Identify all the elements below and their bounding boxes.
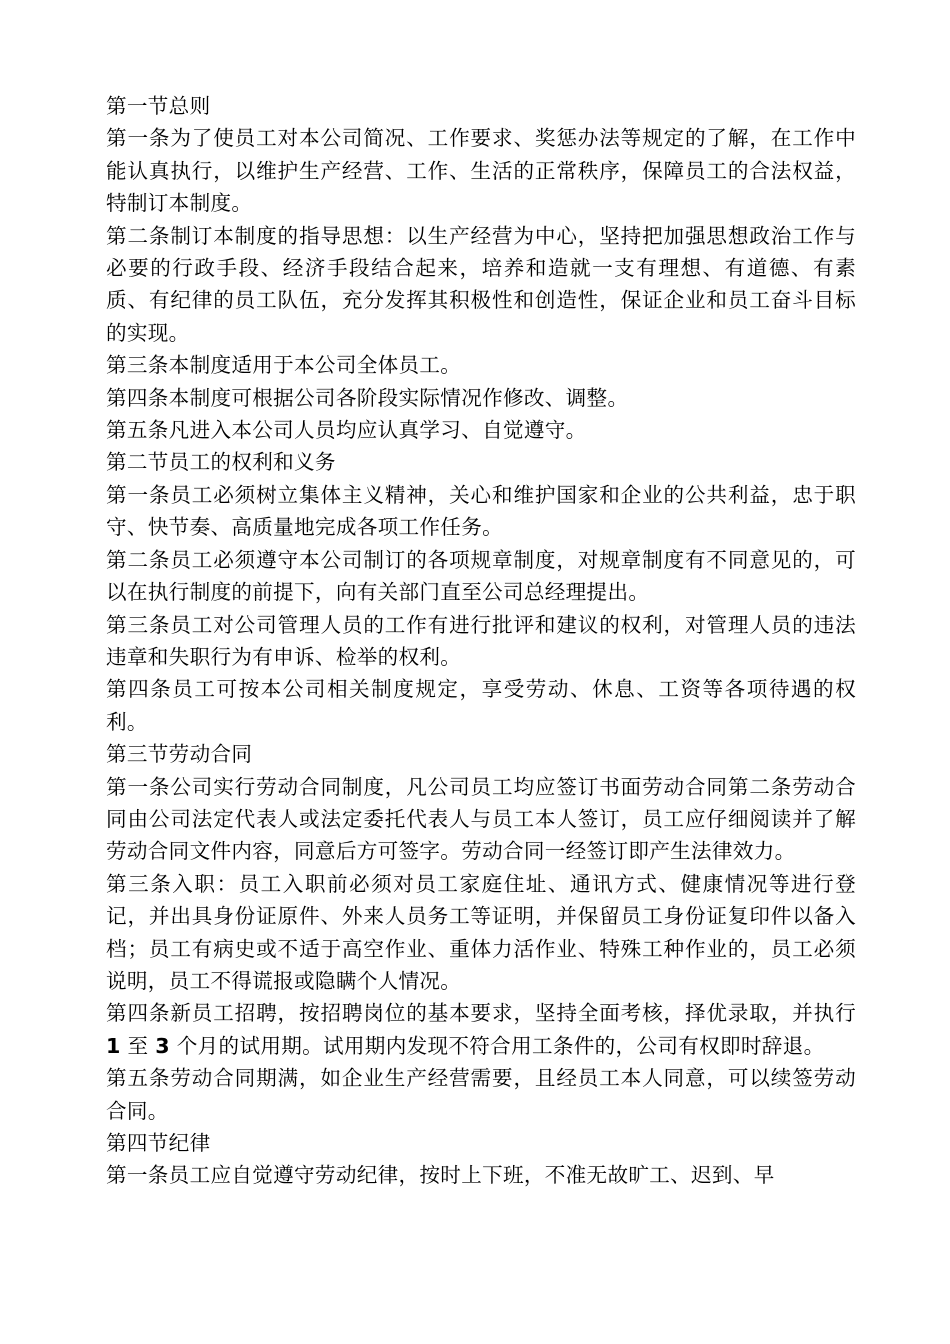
probation-min-months: 1 — [106, 1033, 121, 1058]
article-paragraph: 第五条劳动合同期满，如企业生产经营需要，且经员工本人同意，可以续签劳动合同。 — [106, 1066, 856, 1123]
probation-prefix: 第四条新员工招聘，按招聘岗位的基本要求，坚持全面考核，择优录取，并执行 — [106, 1001, 856, 1026]
section-heading: 第一节总则 — [106, 94, 211, 118]
article-paragraph: 第五条凡进入本公司人员均应认真学习、自觉遵守。 — [106, 418, 587, 443]
article-paragraph: 第三条员工对公司管理人员的工作有进行批评和建议的权利，对管理人员的违法违章和失职行为有申诉、检举的权利。 — [106, 612, 856, 669]
article-paragraph: 第一条员工必须树立集体主义精神，关心和维护国家和企业的公共利益，忠于职守、快节奏、高质量地完成各项工作任务。 — [106, 482, 856, 540]
article-paragraph: 第二条员工必须遵守本公司制订的各项规章制度，对规章制度有不同意见的，可以在执行制度的前提下，向有关部门直至公司总经理提出。 — [106, 547, 856, 605]
article-paragraph: 第一条公司实行劳动合同制度，凡公司员工均应签订书面劳动合同第二条劳动合同由公司法定代表人或法定委托代表人与员工本人签订，员工应仔细阅读并了解劳动合同文件内容，同意后方可签字。劳动合同一经签订即产生法律效力。 — [106, 774, 856, 864]
probation-suffix: 个月的试用期。试用期内发现不符合用工条件的，公司有权即时辞退。 — [176, 1033, 825, 1058]
section-heading: 第三节劳动合同 — [106, 742, 253, 767]
probation-max-months: 3 — [155, 1033, 170, 1058]
article-paragraph: 第二条制订本制度的指导思想：以生产经营为中心，坚持把加强思想政治工作与必要的行政手段、经济手段结合起来，培养和造就一支有理想、有道德、有素质、有纪律的员工队伍，充分发挥其积极性和创造性，保证企业和员工奋斗目标的实现。 — [106, 223, 856, 345]
article-paragraph: 第四条本制度可根据公司各阶段实际情况作修改、调整。 — [106, 385, 629, 410]
probation-connector: 至 — [127, 1033, 149, 1058]
section-heading: 第二节员工的权利和义务 — [106, 450, 336, 475]
section-heading: 第四节纪律 — [106, 1131, 211, 1155]
article-paragraph: 第三条本制度适用于本公司全体员工。 — [106, 353, 462, 378]
article-paragraph: 第四条员工可按本公司相关制度规定，享受劳动、休息、工资等各项待遇的权利。 — [106, 677, 856, 734]
article-paragraph: 第三条入职：员工入职前必须对员工家庭住址、通讯方式、健康情况等进行登记，并出具身份证原件、外来人员务工等证明，并保留员工身份证复印件以备入档；员工有病史或不适于高空作业、重体力活作业、特殊工种作业的，员工必须说明，员工不得谎报或隐瞒个人情况。 — [106, 871, 856, 993]
article-paragraph: 第一条为了使员工对本公司简况、工作要求、奖惩办法等规定的了解，在工作中能认真执行，以维护生产经营、工作、生活的正常秩序，保障员工的合法权益，特制订本制度。 — [106, 126, 856, 216]
article-paragraph-probation — [106, 997, 856, 1062]
document-page — [106, 90, 856, 1192]
article-paragraph: 第一条员工应自觉遵守劳动纪律，按时上下班，不准无故旷工、迟到、早 — [106, 1163, 775, 1188]
